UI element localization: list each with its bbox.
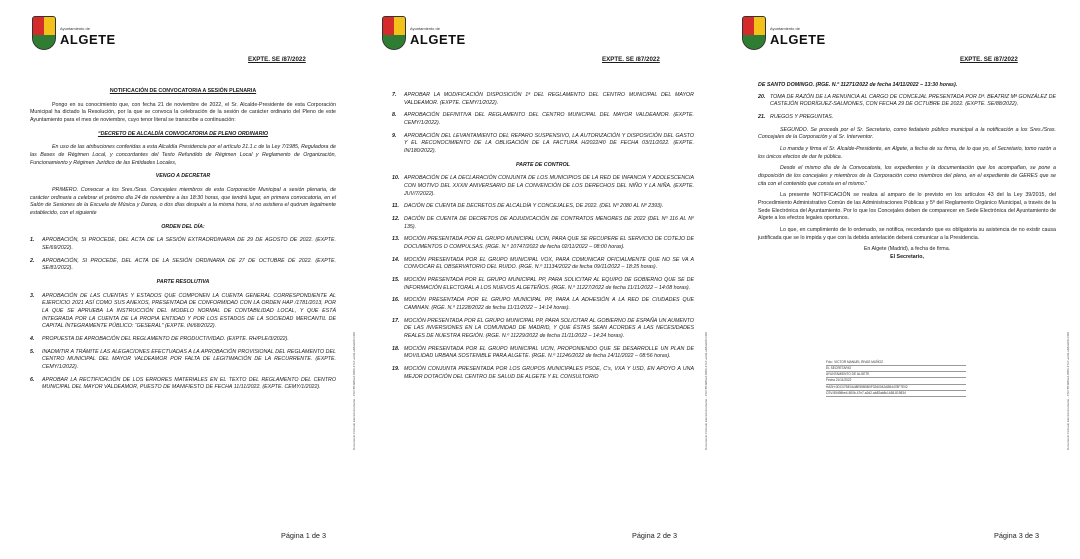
document-page-2 — [360, 0, 720, 559]
agenda-item-number: 4. — [30, 336, 35, 343]
vengo-heading: VENGO A DECRETAR — [155, 173, 211, 180]
agenda-item-number: 21. — [758, 114, 766, 121]
agenda-item-text: APROBAR LA MODIFICACIÓN DISPOSICIÓN 1ª DEL REGLAMENTO DEL CENTRO MUNICIPAL DEL MAYOR VALDEAMOR. (EXPTE. CEMY/1/2022). — [404, 92, 694, 106]
ayuntamiento-logo — [382, 14, 466, 58]
desde-paragraph: Desde el mismo día de la Convocatoria, los expedientes y la documentación que los acompañan, se pone a disposición de los concejales y miembros de la Corporación como miembros del pleno, en el expediente de GERES que se cita con el contenido que consta en el mismo.” — [758, 165, 1056, 187]
agenda-item-number: 11. — [392, 203, 399, 210]
agenda-item — [392, 92, 694, 107]
agenda-list — [392, 92, 694, 156]
signer-role: EL SECRETARIO — [826, 366, 966, 372]
expediente-number: EXPTE. SE /87/2022 — [960, 56, 1018, 63]
agenda-item-number: 1. — [30, 237, 35, 244]
agenda-item-number: 13. — [392, 236, 400, 243]
segundo-paragraph: SEGUNDO. Se proceda por el Sr. Secretario, como fedatario público municipal a la notificación a los Sres./Sras. Concejales de la Corporación y al Sr. Interventor. — [758, 126, 1056, 141]
intro-paragraph: Pongo en su conocimiento que, con fecha 21 de noviembre de 2022, el Sr. Alcalde-Presidente de esta Corporación Municipal ha dictado la Resolución, por la que se convoca la celebración de la sesión de carácter ordinario del Pleno de este Ayuntamiento para el mes de noviembre, cuyo tenor literal se transcribe a continuación: — [30, 101, 336, 124]
agenda-item-number: 18. — [392, 345, 400, 352]
signature-date: Fecha 21/11/2022 — [826, 378, 966, 384]
document-page-1 — [0, 0, 360, 559]
agenda-item-text: MOCIÓN PRESENTADA POR EL GRUPO MUNICIPAL UCIN, PROPONIENDO QUE SE DESARROLLE UN PLAN DE MOVILIDAD URBANA SOSTENIBLE PARA ALGETE. (RGE. N.º 11246/2022 de fecha 14/11/2022 – 08:56 horas). — [404, 345, 694, 360]
agenda-item-number: 16. — [392, 297, 400, 304]
agenda-item-text: MOCIÓN PRESENTADA POR EL GRUPO MUNICIPAL PP, PARA SOLICITAR AL EQUIPO DE GOBIERNO QUE SE DE INFORMACIÓN ELECTORAL A LOS NUEVOS ALGETEÑOS. (RGE. N.º 11227/2022 de fecha 11/11/2022 – 14:08 horas). — [404, 277, 694, 291]
agenda-item — [30, 377, 336, 392]
expediente-number: EXPTE. SE /87/2022 — [602, 56, 660, 63]
logo-name: ALGETE — [770, 32, 826, 47]
electronic-signature-sidebar: Documento Firmado Electrónicamente - CSV:85498be4-800b-47e7-a2d2-ab82ab8c1468 — [1066, 332, 1070, 450]
signer-entity: AYUNTAMIENTO DE ALGETE — [826, 372, 966, 378]
document-page-3 — [720, 0, 1080, 559]
signature-hash: HASH:0DC07BE0A48E59B5B0F3260042A8B4478F7E02 — [826, 385, 966, 391]
agenda-list — [392, 175, 694, 381]
agenda-item-text: APROBACIÓN DE LA DECLARACIÓN CONJUNTA DE LOS MUNICIPIOS DE LA RED DE INFANCIA Y ADOLESCENCIA CON MOTIVO DEL XXXIII ANIVERSARIO DE LA CONVENCIÓN DE LOS DERECHOS DEL NIÑO Y LA NIÑA. (EXPTE. JUV/7/2022). — [404, 175, 694, 197]
agenda-item-text: APROBACIÓN, SI PROCEDE, DEL ACTA DE LA SESIÓN EXTRAORDINARIA DE 29 DE AGOSTO DE 2022. (EXPTE. SE/69/2022). — [42, 237, 336, 252]
secretary-label: El Secretario, — [890, 254, 924, 261]
agenda-item — [392, 366, 694, 381]
agenda-item-text: DACIÓN DE CUENTA DE DECRETOS DE ADJUDICACIÓN DE CONTRATOS MENORES DE 2022 (DEL Nº 116 AL Nº 135). — [404, 216, 694, 230]
parte-de-control-heading: PARTE DE CONTROL — [516, 161, 570, 168]
signature-block — [826, 360, 966, 412]
agenda-item-number: 17. — [392, 317, 400, 324]
coat-of-arms-icon — [382, 16, 406, 50]
agenda-item-text: APROBACIÓN DEL LEVANTAMIENTO DEL REPARO SUSPENSIVO, LA AUTORIZACIÓN Y DISPOSICIÓN DEL GASTO Y EL RECONOCIMIENTO DE LA OBLIGACIÓN DE LA FACTURA H/2022/40 DE FECHA 03/11/2022. (EXPTE. IN/180/2022). — [404, 132, 694, 155]
agenda-item-text: APROBACIÓN, SI PROCEDE, DEL ACTA DE LA SESIÓN ORDINARIA DE 27 DE OCTUBRE DE 2022. (EXPTE. SE/81/2022). — [42, 257, 336, 272]
agenda-item — [392, 175, 694, 198]
ayuntamiento-logo — [32, 14, 116, 58]
logo-subtitle: Ayuntamiento de — [60, 26, 90, 31]
page-content — [30, 82, 336, 397]
agenda-item — [30, 293, 336, 331]
agenda-item — [30, 258, 336, 273]
agenda-item-number: 9. — [392, 132, 397, 139]
agenda-item — [30, 237, 336, 252]
agenda-item — [392, 257, 694, 272]
page-number: Página 1 de 3 — [281, 531, 327, 540]
logo-name: ALGETE — [60, 32, 116, 47]
continued-item: DE SANTO DOMINGO. (RGE. N.º 11271/2022 de fecha 14/11/2022 – 13:30 horas). — [758, 82, 958, 88]
expediente-number: EXPTE. SE /87/2022 — [248, 56, 306, 63]
logo-name: ALGETE — [410, 32, 466, 47]
electronic-signature-sidebar: Documento Firmado Electrónicamente - CSV:85498be4-800b-47e7-a2d2-ab82ab8c1468 — [352, 332, 356, 450]
agenda-item-text: MOCIÓN PRESENTADA POR EL GRUPO MUNICIPAL PP, PARA LA ADHESIÓN A LA RED DE CIUDADES QUE CAMINAN. (RGE. N.º 11228/2022 de fecha 11/11/2022 – 14:14 horas). — [404, 297, 694, 312]
agenda-list — [30, 237, 336, 273]
agenda-item-number: 20. — [758, 93, 766, 100]
coat-of-arms-icon — [742, 16, 766, 50]
agenda-item — [392, 346, 694, 361]
agenda-item-number: 6. — [30, 376, 35, 383]
agenda-item-number: 8. — [392, 112, 397, 119]
agenda-item-text: MOCIÓN PRESENTADA POR EL GRUPO MUNICIPAL VOX, PARA COMUNICAR OFICIALMENTE QUE NO SE VA A CONVOCAR EL OBSERVATORIO DEL RUIDO. (RGE. N.º 11134/2022 de fecha 09/11/2022 – 18:25 horas). — [404, 256, 694, 271]
agenda-item-text: APROBACIÓN DE LAS CUENTAS Y ESTADOS QUE COMPONEN LA CUENTA GENERAL CORRESPONDIENTE AL EJERCICIO 2021 ASÍ COMO SUS ANEXOS, PRESENTADA DE CONFORMIDAD CON LA ORDEN HAP /1781/2013, POR LA QUE SE APRUEBA LA INSTRUCCIÓN DEL MODELO NORMAL DE CONTABILIDAD LOCAL, Y QUE ESTÁ INTEGRADA POR LA CUENTA DE LA PROPIA ENTIDAD Y POR LOS ESTADOS DE LA SOCIEDAD MERCANTIL DE CAPITAL ÍNTEGRAMENTE PÚBLICO: “GESERAL” (EXPTE. IN/68/2022). — [42, 292, 336, 330]
agenda-list — [758, 94, 1056, 122]
agenda-item-number: 19. — [392, 366, 400, 373]
page-content — [392, 92, 694, 386]
agenda-item-text: INADMITIR A TRÁMITE LAS ALEGACIONES EFECTUADAS A LA APROBACIÓN PROVISIONAL DEL REGLAMENTO DEL CENTRO MUNICIPAL DEL MAYOR VALDEAMOR POR FALTA DE LEGITIMACIÓN DE LA RECURRENTE. (EXPTE. CEMY/1/2022). — [42, 348, 336, 371]
agenda-item-text: RUEGOS Y PREGUNTAS. — [770, 114, 834, 121]
agenda-item-number: 10. — [392, 175, 400, 182]
orden-del-dia-heading: ORDEN DEL DÍA: — [161, 223, 205, 230]
ayuntamiento-logo — [742, 14, 826, 58]
agenda-list — [30, 293, 336, 392]
agenda-item-number: 3. — [30, 292, 35, 299]
agenda-item-number: 7. — [392, 92, 397, 98]
mandar-paragraph: Lo manda y firma el Sr. Alcalde-Presidente, en Algete, a fecha de su firma, de lo que yo, el Secretario, tomo razón a los únicos efectos de dar fe pública. — [758, 146, 1056, 160]
agenda-item-number: 14. — [392, 256, 400, 263]
coat-of-arms-icon — [32, 16, 56, 50]
legal-basis-paragraph: En uso de las atribuciones conferidas a esta Alcaldía Presidencia por el artículo 21.1.c de la Ley 7/1985, Reguladora de las Bases de Régimen Local, y concordantes del Texto Refundido de Régimen Local y Reglamento de Organización, Funcionamiento y Régimen Jurídico de las Entidades Locales, — [30, 144, 336, 166]
agenda-item-text: PROPUESTA DE APROBACIÓN DEL REGLAMENTO DE PRODUCTIVIDAD. (EXPTE. RH/PLE/3/2022). — [42, 336, 289, 343]
agenda-item — [392, 277, 694, 292]
agenda-item-number: 15. — [392, 277, 400, 284]
parte-resolutiva-heading: PARTE RESOLUTIVA — [156, 279, 210, 286]
signature-csv: CSV:85498be4-800b-47e7-a2d2-ab82ab8c1468-819834 — [826, 391, 966, 397]
agenda-item-text: DACIÓN DE CUENTA DE DECRETOS DE ALCALDÍA Y CONCEJALES, DE 2022. (DEL Nº 2080 AL Nº 2393). — [404, 203, 664, 210]
agenda-item — [392, 133, 694, 156]
agenda-item-text: APROBACIÓN DEFINITIVA DEL REGLAMENTO DEL CENTRO MUNICIPAL DEL MAYOR VALDEAMOR. (EXPTE. CEMY/1/2022). — [404, 112, 694, 127]
agenda-item-text: APROBAR LA RECTIFICACIÓN DE LOS ERRORES MATERIALES EN EL TEXTO DEL REGLAMENTO DEL CENTRO MUNICIPAL DEL MAYOR VALDEAMOR, PUESTO DE MANIFIESTO DE FECHA 11/11/2022. (EXPTE. CEMY/1/2022). — [42, 376, 336, 391]
agenda-item — [392, 297, 694, 312]
page-number: Página 3 de 3 — [994, 531, 1040, 540]
electronic-signature-sidebar: Documento Firmado Electrónicamente - CSV:85498be4-800b-47e7-a2d2-ab82ab8c1468 — [704, 332, 708, 450]
agenda-item-text: MOCIÓN PRESENTADA POR EL GRUPO MUNICIPAL UCIN, PARA QUE SE RECUPERE EL SERVICIO DE COTEJO DE DOCUMENTOS O COMPULSAS. (RGE. N.º 10747/2022 de fecha 02/11/2022 – 08:00 horas). — [404, 236, 694, 251]
agenda-item-text: TOMA DE RAZÓN DE LA RENUNCIA AL CARGO DE CONCEJAL PRESENTADA POR Dª. BEATRIZ Mª GONZÁLEZ DE CASTEJÓN RODRÍGUEZ-SALMONES, CON FECHA 29 DE OCTUBRE DE 2022. (EXPTE. SE/88/2022). — [770, 93, 1056, 108]
agenda-item — [30, 336, 336, 344]
logo-subtitle: Ayuntamiento de — [770, 26, 800, 31]
agenda-item-text: MOCIÓN PRESENTADA POR EL GRUPO MUNICIPAL PP, PARA SOLICITAR AL GOBIERNO DE ESPAÑA UN AUMENTO DE LAS INVERSIONES EN LA COMUNIDAD DE MADRID, Y QUE ÉSTAS SEAN ACORDES A LAS NECESIDADES REALES DE NUESTRA REGIÓN. (RGE. N.º 11229/2022 de fecha 11/11/2022 – 14:24 horas). — [404, 317, 694, 340]
page-number: Página 2 de 3 — [632, 531, 678, 540]
agenda-item — [758, 114, 1056, 122]
signer-name: Fdo.: VICTOR MANUEL RIVAS MUÑOZ — [826, 360, 966, 366]
obligation-paragraph: Lo que, en cumplimiento de lo ordenado, se notifica, recordando que es obligatoria su asistencia de no existir causa justificada que se lo impida y que con la debida antelación deberá comunicar a la Presidencia. — [758, 227, 1056, 241]
primero-paragraph: PRIMERO. Convocar a los Sres./Sras. Concejales miembros de esta Corporación Municipal a sesión plenaria, de carácter ordinaria a celebrar el próximo día 24 de noviembre a las 18:30 horas, que tendrá lugar, en primera convocatoria, en el Salón de Sesiones de la Escuela de Música y Danza, o dos días después a la misma hora, si no asistiera el quórum legalmente establecido, con el siguiente — [30, 187, 336, 217]
agenda-item — [392, 236, 694, 251]
place-date: En Algete (Madrid), a fecha de firma. — [863, 246, 951, 253]
agenda-item — [392, 216, 694, 231]
agenda-item — [392, 112, 694, 127]
agenda-item — [392, 203, 694, 211]
agenda-item-number: 12. — [392, 216, 400, 223]
decree-heading: “DECRETO DE ALCALDÍA CONVOCATORIA DE PLENO ORDINARIO — [97, 130, 269, 137]
agenda-item-text: MOCIÓN CONJUNTA PRESENTADA POR LOS GRUPOS MUNICIPALES PSOE, C's, VXA Y USD, EN APOYO A UNA MEJOR DOTACIÓN DEL CENTRO DE SALUD DE ALGETE Y EL CONSULTORIO — [404, 366, 694, 380]
agenda-item — [758, 94, 1056, 109]
agenda-item — [30, 349, 336, 372]
agenda-item — [392, 318, 694, 341]
page-content — [758, 82, 1056, 262]
logo-subtitle: Ayuntamiento de — [410, 26, 440, 31]
document-title: NOTIFICACIÓN DE CONVOCATORIA A SESIÓN PLENARIA — [109, 88, 257, 94]
agenda-item-number: 5. — [30, 348, 35, 355]
notificacion-paragraph: La presente NOTIFICACIÓN se realiza al amparo de lo previsto en los artículos 43 del la Ley 39/2015, del Procedimiento Administrativo Común de las Administraciones Públicas y 5º del Reglamento Orgánico Municipal, a través de la Sede Electrónica del Ayuntamiento. Por lo que los Concejales deben de comparecer en Sede Electrónica del Ayuntamiento de Algete a los efectos legales oportunos. — [758, 192, 1056, 222]
agenda-item-number: 2. — [30, 257, 35, 264]
